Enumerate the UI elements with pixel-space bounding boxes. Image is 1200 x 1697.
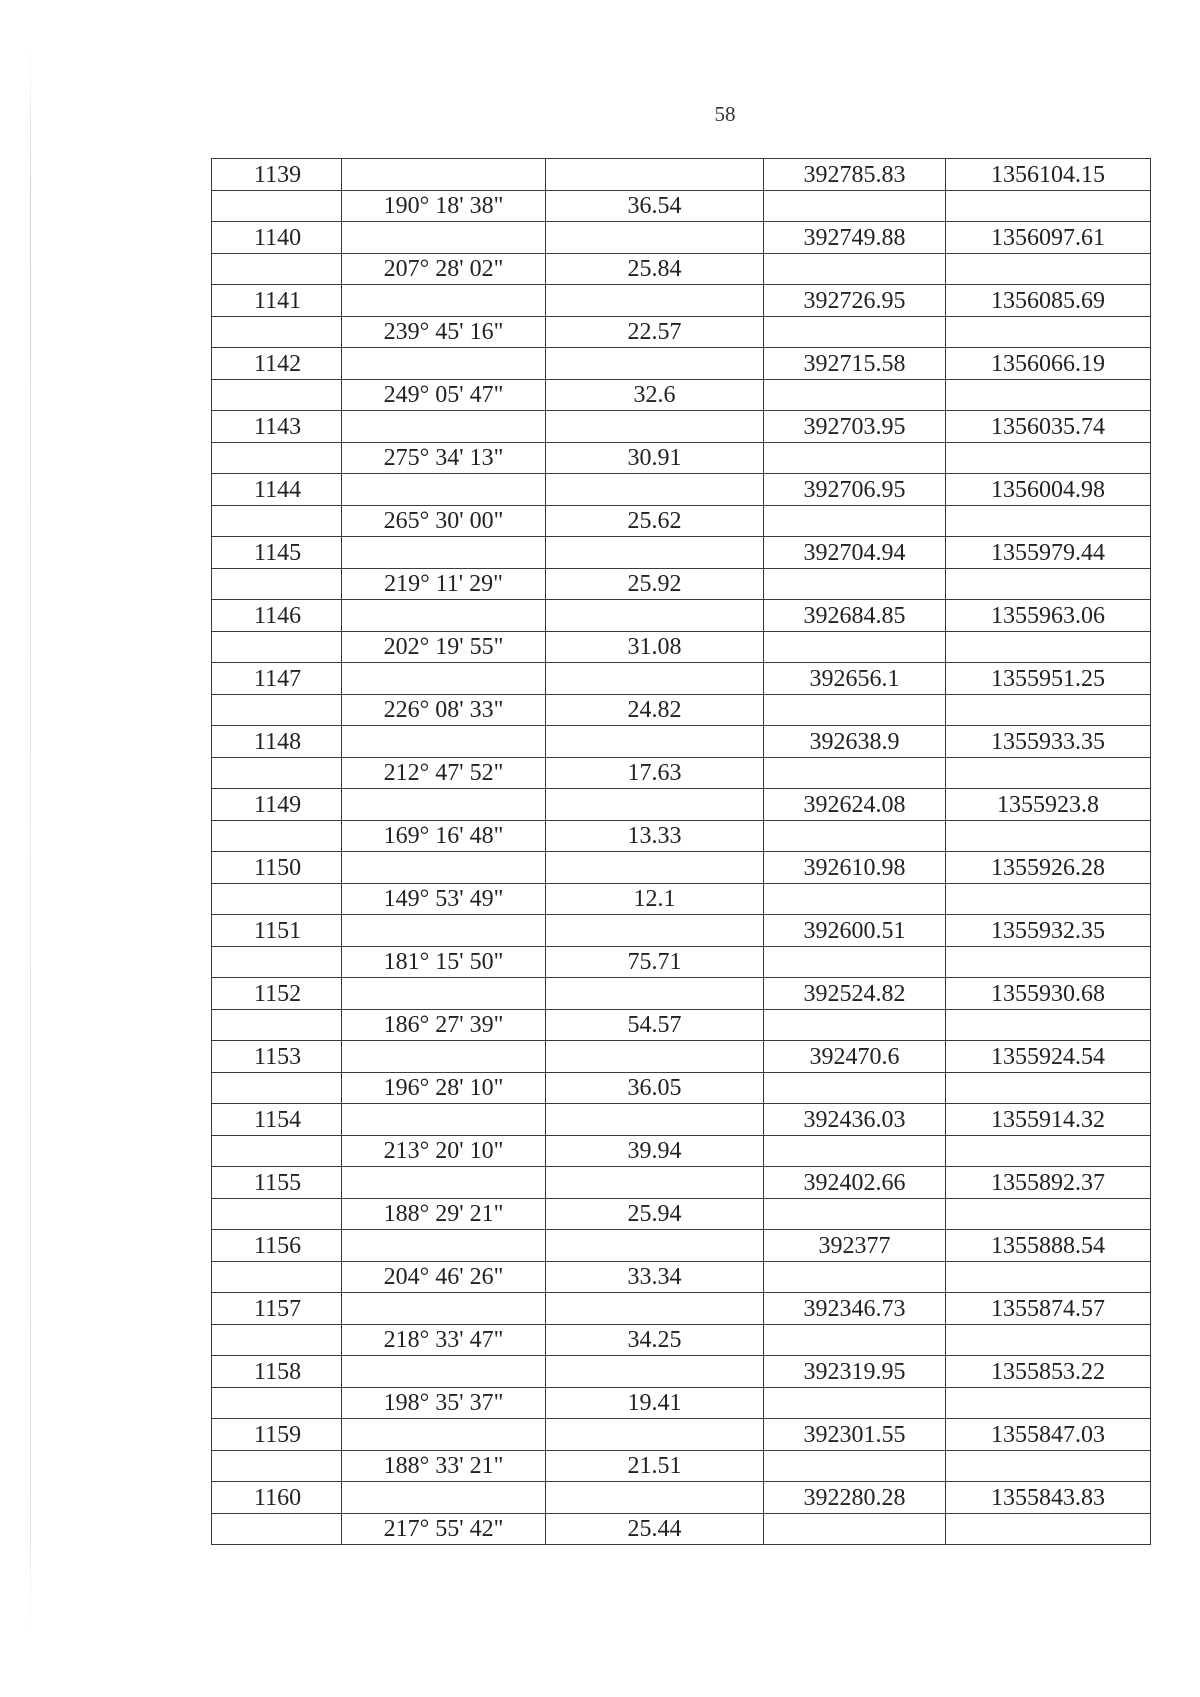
point-id-cell — [212, 379, 342, 411]
point-id-cell: 1151 — [212, 915, 342, 947]
point-id-cell — [212, 316, 342, 348]
y-coordinate-cell — [946, 757, 1151, 789]
bearing-cell: 202° 19' 55" — [342, 631, 546, 663]
bearing-cell — [342, 1104, 546, 1136]
x-coordinate-cell: 392377 — [764, 1230, 946, 1262]
point-id-cell — [212, 253, 342, 285]
distance-cell: 17.63 — [546, 757, 764, 789]
x-coordinate-cell — [764, 505, 946, 537]
distance-cell — [546, 726, 764, 758]
x-coordinate-cell: 392684.85 — [764, 600, 946, 632]
bearing-cell — [342, 285, 546, 317]
x-coordinate-cell: 392704.94 — [764, 537, 946, 569]
x-coordinate-cell — [764, 757, 946, 789]
leg-row — [212, 316, 1151, 348]
distance-cell: 30.91 — [546, 442, 764, 474]
point-id-cell — [212, 1072, 342, 1104]
point-id-cell: 1156 — [212, 1230, 342, 1262]
leg-row — [212, 1450, 1151, 1482]
x-coordinate-cell — [764, 1072, 946, 1104]
distance-cell: 31.08 — [546, 631, 764, 663]
distance-cell: 36.05 — [546, 1072, 764, 1104]
distance-cell: 25.62 — [546, 505, 764, 537]
bearing-cell — [342, 348, 546, 380]
point-id-cell — [212, 1135, 342, 1167]
x-coordinate-cell — [764, 1513, 946, 1545]
distance-cell — [546, 222, 764, 254]
distance-cell: 21.51 — [546, 1450, 764, 1482]
y-coordinate-cell — [946, 883, 1151, 915]
point-id-cell: 1145 — [212, 537, 342, 569]
point-id-cell: 1142 — [212, 348, 342, 380]
y-coordinate-cell: 1355926.28 — [946, 852, 1151, 884]
y-coordinate-cell — [946, 1324, 1151, 1356]
page-number: 58 — [714, 102, 736, 126]
y-coordinate-cell: 1356004.98 — [946, 474, 1151, 506]
y-coordinate-cell — [946, 946, 1151, 978]
point-id-cell — [212, 1513, 342, 1545]
bearing-cell — [342, 474, 546, 506]
bearing-cell: 204° 46' 26" — [342, 1261, 546, 1293]
point-id-cell: 1141 — [212, 285, 342, 317]
distance-cell: 34.25 — [546, 1324, 764, 1356]
point-id-cell: 1158 — [212, 1356, 342, 1388]
point-row — [212, 726, 1151, 758]
point-id-cell — [212, 757, 342, 789]
distance-cell: 75.71 — [546, 946, 764, 978]
distance-cell — [546, 978, 764, 1010]
distance-cell: 22.57 — [546, 316, 764, 348]
leg-row — [212, 1198, 1151, 1230]
bearing-cell — [342, 600, 546, 632]
point-row — [212, 1041, 1151, 1073]
leg-row — [212, 568, 1151, 600]
x-coordinate-cell — [764, 946, 946, 978]
point-row — [212, 1482, 1151, 1514]
point-id-cell — [212, 1450, 342, 1482]
leg-row — [212, 1009, 1151, 1041]
bearing-cell — [342, 978, 546, 1010]
x-coordinate-cell: 392301.55 — [764, 1419, 946, 1451]
x-coordinate-cell: 392638.9 — [764, 726, 946, 758]
y-coordinate-cell: 1356104.15 — [946, 159, 1151, 191]
bearing-cell: 239° 45' 16" — [342, 316, 546, 348]
bearing-cell: 198° 35' 37" — [342, 1387, 546, 1419]
y-coordinate-cell — [946, 190, 1151, 222]
y-coordinate-cell — [946, 1198, 1151, 1230]
x-coordinate-cell — [764, 1009, 946, 1041]
y-coordinate-cell — [946, 316, 1151, 348]
x-coordinate-cell — [764, 820, 946, 852]
point-id-cell: 1139 — [212, 159, 342, 191]
bearing-cell — [342, 1041, 546, 1073]
point-row — [212, 537, 1151, 569]
leg-row — [212, 1072, 1151, 1104]
y-coordinate-cell — [946, 505, 1151, 537]
point-row — [212, 789, 1151, 821]
x-coordinate-cell — [764, 1450, 946, 1482]
bearing-cell: 275° 34' 13" — [342, 442, 546, 474]
leg-row — [212, 1513, 1151, 1545]
leg-row — [212, 820, 1151, 852]
y-coordinate-cell: 1355979.44 — [946, 537, 1151, 569]
point-id-cell: 1154 — [212, 1104, 342, 1136]
point-id-cell: 1147 — [212, 663, 342, 695]
point-id-cell — [212, 1198, 342, 1230]
x-coordinate-cell — [764, 316, 946, 348]
point-row — [212, 1230, 1151, 1262]
point-row — [212, 1419, 1151, 1451]
y-coordinate-cell: 1355847.03 — [946, 1419, 1151, 1451]
x-coordinate-cell: 392346.73 — [764, 1293, 946, 1325]
bearing-cell: 217° 55' 42" — [342, 1513, 546, 1545]
distance-cell — [546, 1104, 764, 1136]
bearing-cell — [342, 537, 546, 569]
point-id-cell — [212, 883, 342, 915]
x-coordinate-cell: 392706.95 — [764, 474, 946, 506]
bearing-cell — [342, 411, 546, 443]
distance-cell — [546, 1356, 764, 1388]
distance-cell — [546, 1293, 764, 1325]
x-coordinate-cell — [764, 568, 946, 600]
distance-cell: 33.34 — [546, 1261, 764, 1293]
bearing-cell — [342, 159, 546, 191]
point-row — [212, 1104, 1151, 1136]
bearing-cell: 190° 18' 38" — [342, 190, 546, 222]
distance-cell — [546, 600, 764, 632]
x-coordinate-cell — [764, 1387, 946, 1419]
distance-cell — [546, 1167, 764, 1199]
x-coordinate-cell: 392749.88 — [764, 222, 946, 254]
point-id-cell — [212, 694, 342, 726]
x-coordinate-cell — [764, 1135, 946, 1167]
y-coordinate-cell: 1355933.35 — [946, 726, 1151, 758]
bearing-cell: 213° 20' 10" — [342, 1135, 546, 1167]
distance-cell — [546, 411, 764, 443]
x-coordinate-cell: 392610.98 — [764, 852, 946, 884]
point-row — [212, 1167, 1151, 1199]
point-id-cell: 1143 — [212, 411, 342, 443]
point-row — [212, 663, 1151, 695]
bearing-cell: 186° 27' 39" — [342, 1009, 546, 1041]
distance-cell: 25.84 — [546, 253, 764, 285]
bearing-cell: 226° 08' 33" — [342, 694, 546, 726]
y-coordinate-cell: 1355914.32 — [946, 1104, 1151, 1136]
y-coordinate-cell — [946, 253, 1151, 285]
x-coordinate-cell: 392656.1 — [764, 663, 946, 695]
point-id-cell: 1157 — [212, 1293, 342, 1325]
y-coordinate-cell: 1355853.22 — [946, 1356, 1151, 1388]
x-coordinate-cell: 392319.95 — [764, 1356, 946, 1388]
point-id-cell — [212, 1387, 342, 1419]
point-id-cell: 1159 — [212, 1419, 342, 1451]
leg-row — [212, 946, 1151, 978]
point-id-cell — [212, 1324, 342, 1356]
y-coordinate-cell — [946, 1387, 1151, 1419]
bearing-cell — [342, 1230, 546, 1262]
distance-cell: 25.44 — [546, 1513, 764, 1545]
x-coordinate-cell — [764, 1198, 946, 1230]
y-coordinate-cell: 1355888.54 — [946, 1230, 1151, 1262]
scan-edge-line — [30, 40, 31, 1640]
point-row — [212, 159, 1151, 191]
y-coordinate-cell — [946, 1513, 1151, 1545]
distance-cell — [546, 474, 764, 506]
coordinates-table — [211, 158, 1151, 1545]
y-coordinate-cell — [946, 568, 1151, 600]
point-id-cell: 1150 — [212, 852, 342, 884]
point-row — [212, 474, 1151, 506]
x-coordinate-cell — [764, 883, 946, 915]
x-coordinate-cell: 392600.51 — [764, 915, 946, 947]
bearing-cell: 219° 11' 29" — [342, 568, 546, 600]
point-row — [212, 978, 1151, 1010]
point-id-cell — [212, 505, 342, 537]
y-coordinate-cell — [946, 1072, 1151, 1104]
distance-cell: 25.92 — [546, 568, 764, 600]
point-row — [212, 411, 1151, 443]
leg-row — [212, 253, 1151, 285]
leg-row — [212, 505, 1151, 537]
point-row — [212, 915, 1151, 947]
leg-row — [212, 883, 1151, 915]
bearing-cell — [342, 1419, 546, 1451]
point-id-cell: 1153 — [212, 1041, 342, 1073]
point-id-cell: 1152 — [212, 978, 342, 1010]
point-id-cell: 1148 — [212, 726, 342, 758]
bearing-cell: 149° 53' 49" — [342, 883, 546, 915]
point-id-cell — [212, 1009, 342, 1041]
bearing-cell: 207° 28' 02" — [342, 253, 546, 285]
y-coordinate-cell — [946, 631, 1151, 663]
point-row — [212, 222, 1151, 254]
leg-row — [212, 190, 1151, 222]
distance-cell — [546, 537, 764, 569]
point-id-cell — [212, 442, 342, 474]
distance-cell — [546, 789, 764, 821]
y-coordinate-cell: 1356035.74 — [946, 411, 1151, 443]
distance-cell: 32.6 — [546, 379, 764, 411]
x-coordinate-cell — [764, 253, 946, 285]
distance-cell: 39.94 — [546, 1135, 764, 1167]
x-coordinate-cell — [764, 631, 946, 663]
distance-cell — [546, 1482, 764, 1514]
y-coordinate-cell: 1355963.06 — [946, 600, 1151, 632]
coordinates-table-body — [212, 159, 1151, 1545]
x-coordinate-cell: 392436.03 — [764, 1104, 946, 1136]
distance-cell: 36.54 — [546, 190, 764, 222]
bearing-cell: 218° 33' 47" — [342, 1324, 546, 1356]
bearing-cell — [342, 1356, 546, 1388]
bearing-cell — [342, 1482, 546, 1514]
distance-cell — [546, 1041, 764, 1073]
point-id-cell — [212, 946, 342, 978]
point-id-cell: 1149 — [212, 789, 342, 821]
x-coordinate-cell: 392624.08 — [764, 789, 946, 821]
distance-cell: 13.33 — [546, 820, 764, 852]
bearing-cell — [342, 852, 546, 884]
y-coordinate-cell — [946, 442, 1151, 474]
bearing-cell — [342, 726, 546, 758]
leg-row — [212, 1324, 1151, 1356]
y-coordinate-cell: 1355923.8 — [946, 789, 1151, 821]
distance-cell — [546, 663, 764, 695]
x-coordinate-cell: 392703.95 — [764, 411, 946, 443]
distance-cell — [546, 1419, 764, 1451]
point-row — [212, 285, 1151, 317]
y-coordinate-cell: 1355930.68 — [946, 978, 1151, 1010]
x-coordinate-cell — [764, 694, 946, 726]
point-id-cell: 1160 — [212, 1482, 342, 1514]
point-row — [212, 852, 1151, 884]
leg-row — [212, 631, 1151, 663]
distance-cell — [546, 852, 764, 884]
y-coordinate-cell — [946, 1009, 1151, 1041]
leg-row — [212, 1387, 1151, 1419]
x-coordinate-cell: 392280.28 — [764, 1482, 946, 1514]
point-row — [212, 1356, 1151, 1388]
distance-cell: 19.41 — [546, 1387, 764, 1419]
y-coordinate-cell: 1355892.37 — [946, 1167, 1151, 1199]
bearing-cell: 249° 05' 47" — [342, 379, 546, 411]
x-coordinate-cell — [764, 379, 946, 411]
point-row — [212, 1293, 1151, 1325]
y-coordinate-cell: 1355932.35 — [946, 915, 1151, 947]
y-coordinate-cell: 1355874.57 — [946, 1293, 1151, 1325]
y-coordinate-cell: 1355843.83 — [946, 1482, 1151, 1514]
leg-row — [212, 379, 1151, 411]
y-coordinate-cell: 1356097.61 — [946, 222, 1151, 254]
y-coordinate-cell — [946, 820, 1151, 852]
y-coordinate-cell: 1355924.54 — [946, 1041, 1151, 1073]
point-id-cell — [212, 1261, 342, 1293]
bearing-cell — [342, 1293, 546, 1325]
bearing-cell — [342, 1167, 546, 1199]
point-id-cell — [212, 568, 342, 600]
x-coordinate-cell: 392524.82 — [764, 978, 946, 1010]
point-id-cell: 1144 — [212, 474, 342, 506]
bearing-cell: 188° 33' 21" — [342, 1450, 546, 1482]
y-coordinate-cell — [946, 379, 1151, 411]
y-coordinate-cell — [946, 1135, 1151, 1167]
y-coordinate-cell — [946, 1261, 1151, 1293]
x-coordinate-cell: 392715.58 — [764, 348, 946, 380]
leg-row — [212, 757, 1151, 789]
distance-cell: 24.82 — [546, 694, 764, 726]
distance-cell — [546, 285, 764, 317]
y-coordinate-cell: 1355951.25 — [946, 663, 1151, 695]
bearing-cell: 196° 28' 10" — [342, 1072, 546, 1104]
x-coordinate-cell — [764, 442, 946, 474]
point-id-cell — [212, 820, 342, 852]
point-id-cell: 1140 — [212, 222, 342, 254]
x-coordinate-cell: 392402.66 — [764, 1167, 946, 1199]
distance-cell — [546, 915, 764, 947]
bearing-cell: 181° 15' 50" — [342, 946, 546, 978]
y-coordinate-cell: 1356085.69 — [946, 285, 1151, 317]
bearing-cell — [342, 915, 546, 947]
bearing-cell — [342, 663, 546, 695]
x-coordinate-cell: 392470.6 — [764, 1041, 946, 1073]
x-coordinate-cell — [764, 190, 946, 222]
distance-cell: 54.57 — [546, 1009, 764, 1041]
bearing-cell — [342, 789, 546, 821]
leg-row — [212, 442, 1151, 474]
x-coordinate-cell — [764, 1261, 946, 1293]
x-coordinate-cell: 392785.83 — [764, 159, 946, 191]
leg-row — [212, 694, 1151, 726]
y-coordinate-cell: 1356066.19 — [946, 348, 1151, 380]
x-coordinate-cell: 392726.95 — [764, 285, 946, 317]
distance-cell: 12.1 — [546, 883, 764, 915]
point-row — [212, 600, 1151, 632]
distance-cell: 25.94 — [546, 1198, 764, 1230]
y-coordinate-cell — [946, 694, 1151, 726]
bearing-cell: 188° 29' 21" — [342, 1198, 546, 1230]
bearing-cell: 212° 47' 52" — [342, 757, 546, 789]
bearing-cell: 169° 16' 48" — [342, 820, 546, 852]
leg-row — [212, 1261, 1151, 1293]
distance-cell — [546, 348, 764, 380]
point-id-cell — [212, 631, 342, 663]
leg-row — [212, 1135, 1151, 1167]
distance-cell — [546, 159, 764, 191]
bearing-cell: 265° 30' 00" — [342, 505, 546, 537]
point-id-cell: 1146 — [212, 600, 342, 632]
point-id-cell — [212, 190, 342, 222]
bearing-cell — [342, 222, 546, 254]
point-id-cell: 1155 — [212, 1167, 342, 1199]
point-row — [212, 348, 1151, 380]
distance-cell — [546, 1230, 764, 1262]
y-coordinate-cell — [946, 1450, 1151, 1482]
x-coordinate-cell — [764, 1324, 946, 1356]
